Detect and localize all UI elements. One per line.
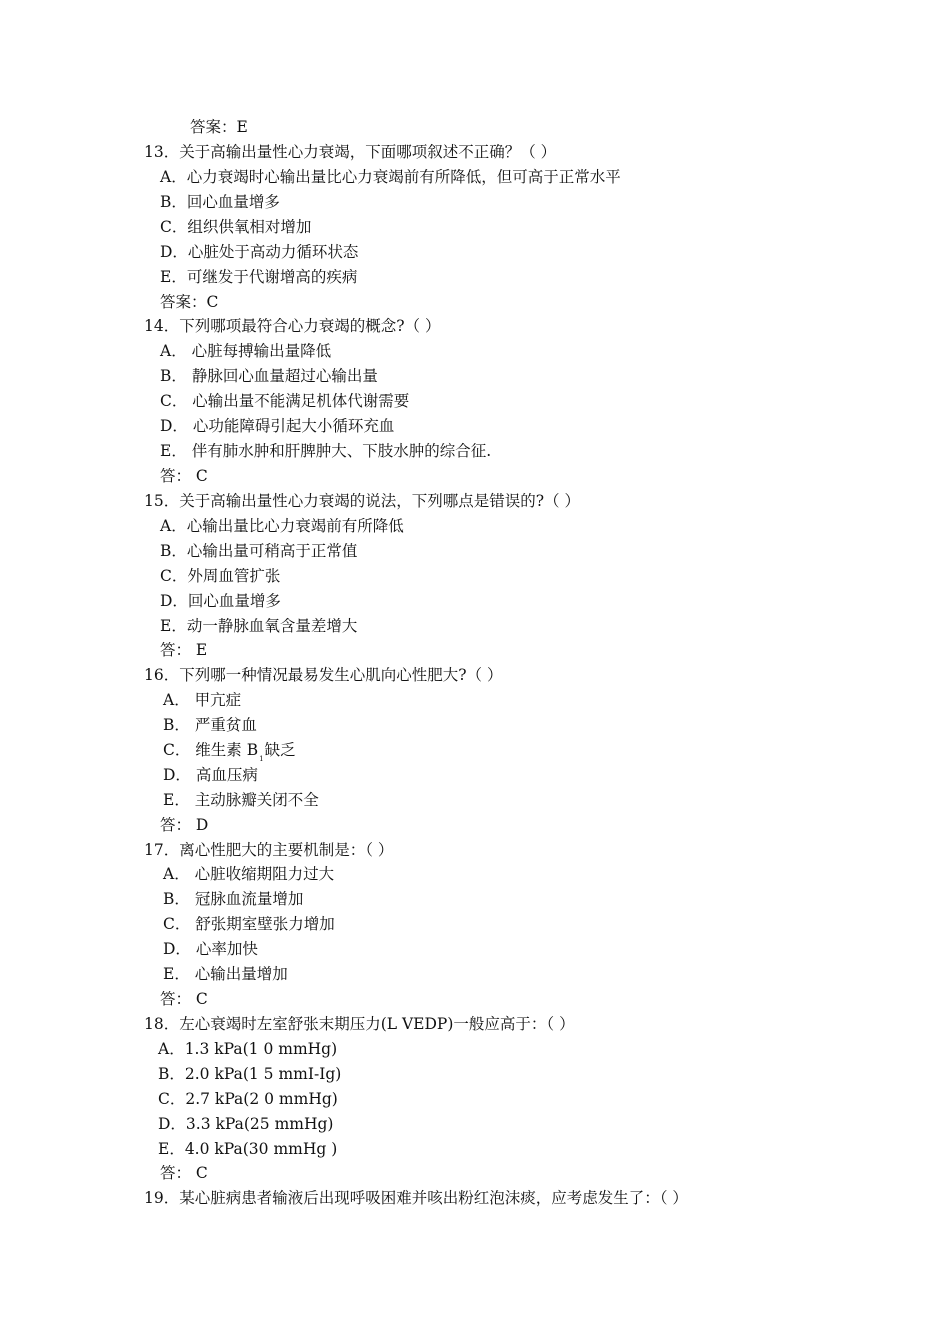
answer-12: 答案：E (190, 118, 248, 136)
q18-option-b: B．2.0 kPa(1 5 mmI-Ig) (158, 1065, 342, 1083)
q15-option-e: E．动一静脉血氧含量差增大 (160, 617, 358, 635)
q13-option-b: B．回心血量增多 (160, 193, 280, 211)
q13-option-c: C．组织供氧相对增加 (160, 218, 312, 236)
q14-option-e: E． 伴有肺水肿和肝脾肿大、下肢水肿的综合征. (160, 442, 492, 460)
q14-option-c: C． 心输出量不能满足机体代谢需要 (160, 392, 410, 410)
q16-option-d: D． 高血压病 (163, 766, 258, 784)
q17-option-c: C． 舒张期室壁张力增加 (163, 915, 335, 933)
q17-option-a: A． 心脏收缩期阻力过大 (163, 865, 335, 883)
q18-option-a: A．1.3 kPa(1 0 mmHg) (158, 1040, 338, 1058)
answer-14: 答： C (160, 467, 208, 485)
q13-option-a: A．心力衰竭时心输出量比心力衰竭前有所降低，但可高于正常水平 (160, 168, 621, 186)
answer-16: 答： D (160, 816, 209, 834)
q15-option-c: C．外周血管扩张 (160, 567, 281, 585)
q14-option-a: A． 心脏每搏输出量降低 (160, 342, 332, 360)
answer-13: 答案：C (160, 293, 219, 311)
q13-option-d: D．心脏处于高动力循环状态 (160, 243, 359, 261)
question-19: 19．某心脏病患者输液后出现呼吸困难并咳出粉红泡沫痰，应考虑发生了：（ ） (144, 1189, 688, 1207)
q16-option-a: A． 甲亢症 (163, 691, 242, 709)
q16-option-c-text: C． 维生素 B (163, 741, 259, 759)
q18-option-c: C．2.7 kPa(2 0 mmHg) (158, 1090, 338, 1108)
q16-option-c-subscript: 1 (259, 755, 264, 763)
q13-option-e: E．可继发于代谢增高的疾病 (160, 268, 358, 286)
question-16: 16．下列哪一种情况最易发生心肌向心性肥大?（ ） (144, 666, 503, 684)
q16-option-e: E． 主动脉瓣关闭不全 (163, 791, 319, 809)
q15-option-b: B．心输出量可稍高于正常值 (160, 542, 358, 560)
question-18: 18．左心衰竭时左室舒张末期压力(L VEDP)一般应高于：（ ） (144, 1015, 575, 1033)
q17-option-e: E． 心输出量增加 (163, 965, 288, 983)
q17-option-d: D． 心率加快 (163, 940, 258, 958)
q14-option-d: D． 心功能障碍引起大小循环充血 (160, 417, 395, 435)
q15-option-a: A．心输出量比心力衰竭前有所降低 (160, 517, 404, 535)
q18-option-d: D．3.3 kPa(25 mmHg) (158, 1115, 334, 1133)
q14-option-b: B． 静脉回心血量超过心输出量 (160, 367, 378, 385)
q16-option-c-suffix: 缺乏 (264, 741, 296, 759)
answer-18: 答： C (160, 1164, 208, 1182)
answer-15: 答： E (160, 641, 208, 659)
answer-17: 答： C (160, 990, 208, 1008)
question-14: 14．下列哪项最符合心力衰竭的概念?（ ） (144, 317, 441, 335)
q18-option-e: E．4.0 kPa(30 mmHg ) (158, 1140, 338, 1158)
question-13: 13．关于高输出量性心力衰竭，下面哪项叙述不正确？（ ） (144, 143, 557, 161)
q17-option-b: B． 冠脉血流量增加 (163, 890, 304, 908)
q16-option-b: B． 严重贫血 (163, 716, 257, 734)
question-17: 17．离心性肥大的主要机制是：（ ） (144, 841, 394, 859)
q15-option-d: D．回心血量增多 (160, 592, 281, 610)
question-15: 15．关于高输出量性心力衰竭的说法，下列哪点是错误的?（ ） (144, 492, 580, 510)
q16-option-c (163, 738, 296, 763)
